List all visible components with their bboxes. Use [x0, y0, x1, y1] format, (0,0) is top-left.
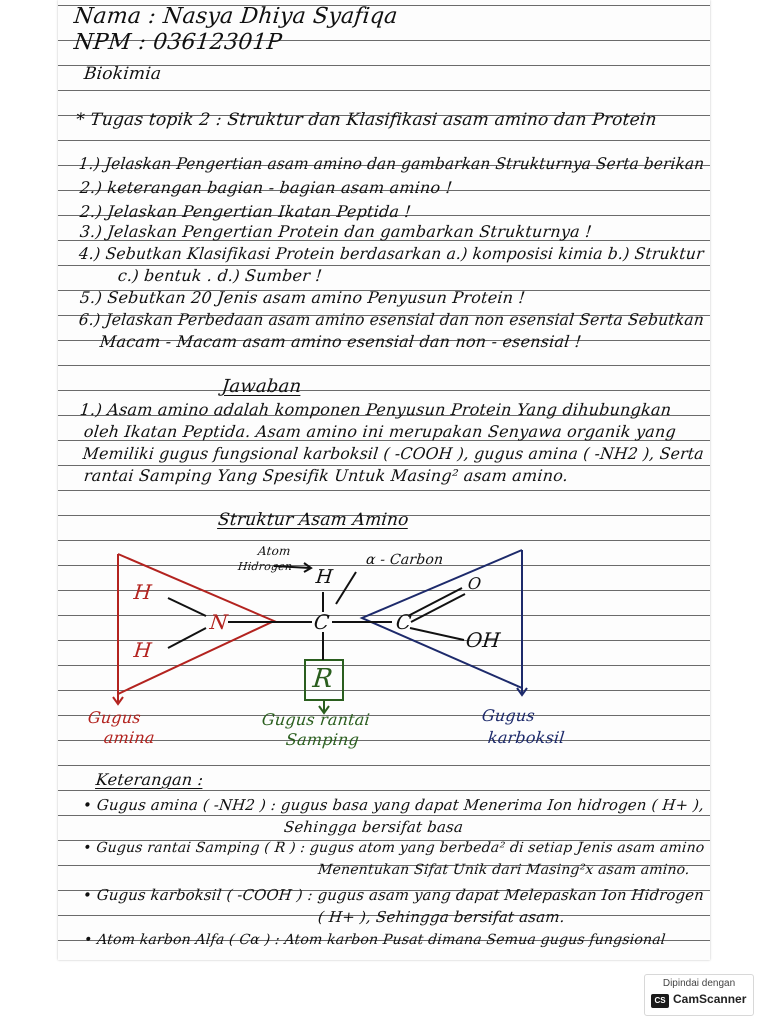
hydroxyl-group: OH — [464, 628, 502, 652]
alpha-carbon-atom: C — [312, 610, 331, 634]
side-chain-r: R — [311, 664, 335, 694]
camscanner-caption: Dipindai dengan — [662, 978, 736, 989]
question-line: 3.) Jelaskan Pengertian Protein dan gambarkan Strukturnya ! — [79, 222, 593, 241]
question-line: 2.) keterangan bagian - bagian asam amino ! — [79, 178, 454, 197]
question-line: 5.) Sebutkan 20 Jenis asam amino Penyusun Protein ! — [79, 288, 527, 307]
answer-line: Memiliki gugus fungsional karboksil ( -COOH ), gugus amina ( -NH2 ), Serta — [82, 444, 705, 463]
atom-h-label: Atom — [257, 544, 292, 558]
keterangan-line: Sehingga bersifat basa — [283, 818, 465, 836]
question-line: 1.) Jelaskan Pengertian asam amino dan gambarkan Strukturnya Serta berikan — [78, 154, 706, 173]
keterangan-line: Menentukan Sifat Unik dari Masing²x asam amino. — [317, 862, 691, 878]
hydrogen-atom-top: H — [314, 566, 334, 588]
question-line: Macam - Macam asam amino esensial dan non - esensial ! — [99, 332, 583, 351]
question-line: 2.) Jelaskan Pengertian Ikatan Peptida ! — [79, 202, 413, 221]
keterangan-line: • Gugus amina ( -NH2 ) : gugus basa yang dapat Menerima Ion hidrogen ( H+ ), — [82, 796, 706, 814]
amine-label: Gugus — [87, 708, 142, 727]
keterangan-line: ( H+ ), Sehingga bersifat asam. — [317, 908, 566, 926]
answer-line: 1.) Asam amino adalah komponen Penyusun Protein Yang dihubungkan — [79, 400, 673, 419]
subject-label: Biokimia — [82, 64, 163, 84]
task-title: * Tugas topik 2 : Struktur dan Klasifikasi asam amino dan Protein — [74, 110, 658, 130]
question-line: 4.) Sebutkan Klasifikasi Protein berdasarkan a.) komposisi kimia b.) Struktur — [78, 244, 705, 263]
student-npm: NPM : 03612301P — [72, 30, 284, 55]
nitrogen-atom: N — [208, 610, 229, 634]
keterangan-line: • Gugus rantai Samping ( R ) : gugus atom yang berbeda² di setiap Jenis asam amino — [82, 840, 706, 856]
keterangan-line: • Gugus karboksil ( -COOH ) : gugus asam yang dapat Melepaskan Ion Hidrogen — [82, 886, 705, 904]
amine-label: amina — [103, 728, 156, 747]
amine-group-shape — [113, 554, 274, 704]
student-name: Nama : Nasya Dhiya Syafiqa — [72, 4, 399, 29]
answers-heading: Jawaban — [220, 376, 303, 397]
hydrogen-atom-lower: H — [132, 638, 153, 662]
hydrogen-atom-upper: H — [132, 580, 153, 604]
carboxyl-label: Gugus — [481, 706, 536, 725]
camscanner-logo-icon: CS — [651, 994, 669, 1008]
answer-line: oleh Ikatan Peptida. Asam amino ini merupakan Senyawa organik yang — [83, 422, 678, 441]
question-line: 6.) Jelaskan Perbedaan asam amino esensial dan non esensial Serta Sebutkan — [78, 310, 706, 329]
atom-h-label: Hidrogen — [237, 560, 293, 573]
camscanner-watermark — [644, 974, 754, 1016]
camscanner-brand: CamScanner — [673, 992, 747, 1006]
keterangan-line: • Atom karbon Alfa ( Cα ) : Atom karbon Pusat dimana Semua gugus fungsional — [83, 932, 667, 948]
side-chain-label: Samping — [285, 730, 360, 749]
question-line: c.) bentuk . d.) Sumber ! — [117, 266, 324, 285]
structure-heading: Struktur Asam Amino — [216, 510, 410, 530]
side-chain-label: Gugus rantai — [261, 710, 371, 729]
alpha-carbon-label: α - Carbon — [365, 552, 445, 568]
keterangan-heading: Keterangan : — [95, 770, 205, 789]
oxygen-atom: O — [467, 574, 483, 593]
answer-line: rantai Samping Yang Spesifik Untuk Masing² asam amino. — [83, 466, 570, 485]
carboxyl-label: karboksil — [487, 728, 566, 747]
carboxyl-carbon-atom: C — [394, 610, 413, 634]
